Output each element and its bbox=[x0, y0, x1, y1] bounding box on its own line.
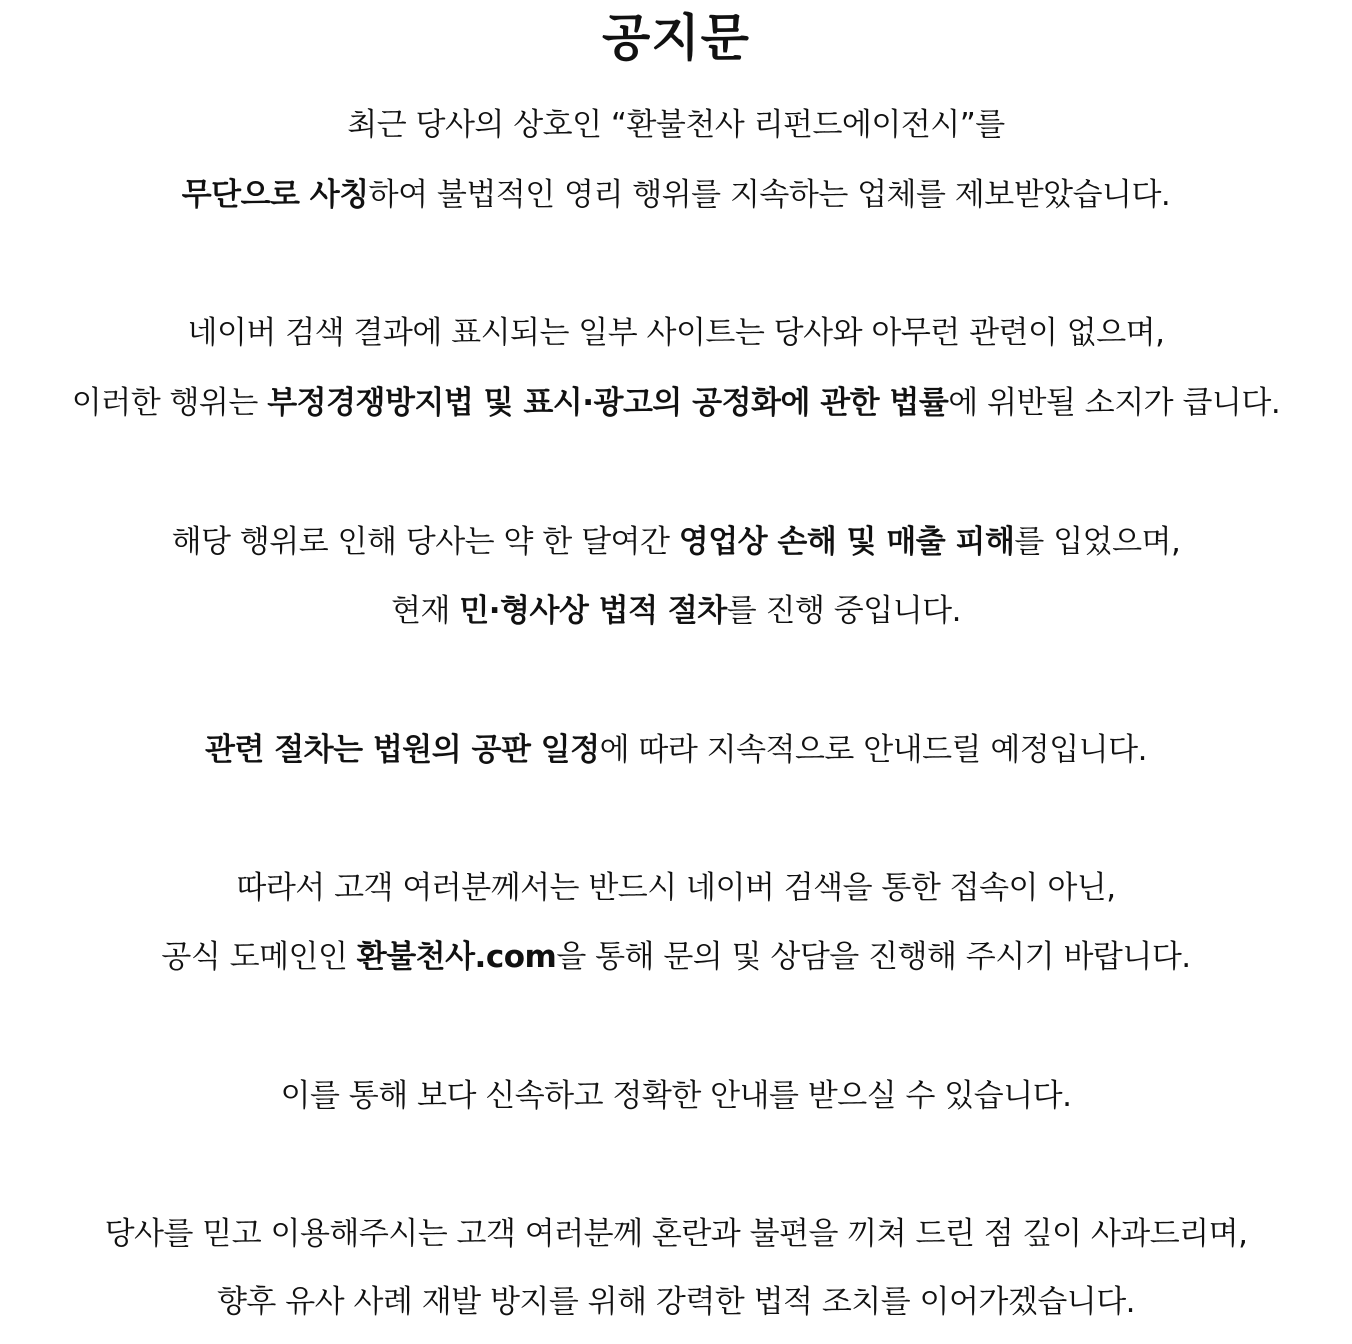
line-text: 에 위반될 소지가 큽니다. bbox=[948, 385, 1281, 421]
notice-line bbox=[0, 1212, 1352, 1256]
emphasis-text: 무단으로 사칭 bbox=[181, 177, 369, 213]
line-text: 공식 도메인인 bbox=[161, 939, 357, 975]
notice-line bbox=[0, 173, 1352, 217]
notice-line bbox=[0, 103, 1352, 147]
line-text: 이를 통해 보다 신속하고 정확한 안내를 받으실 수 있습니다. bbox=[280, 1078, 1072, 1114]
line-text: 에 따라 지속적으로 안내드릴 예정입니다. bbox=[599, 732, 1147, 768]
line-text: 를 진행 중입니다. bbox=[726, 593, 961, 629]
emphasis-text: 관련 절차는 법원의 공판 일정 bbox=[205, 732, 600, 768]
notice-line bbox=[0, 1074, 1352, 1118]
notice-line bbox=[0, 866, 1352, 910]
line-text: 하여 불법적인 영리 행위를 지속하는 업체를 제보받았습니다. bbox=[368, 177, 1171, 213]
notice-line bbox=[0, 381, 1352, 425]
line-text: 당사를 믿고 이용해주시는 고객 여러분께 혼란과 불편을 끼쳐 드린 점 깊이 사과드리며, bbox=[104, 1216, 1248, 1252]
line-text: 현재 bbox=[391, 593, 460, 629]
notice-line bbox=[0, 311, 1352, 355]
line-text: 최근 당사의 상호인 “환불천사 리펀드에이전시”를 bbox=[347, 107, 1005, 143]
emphasis-text: 민·형사상 법적 절차 bbox=[459, 593, 727, 629]
line-text: 이러한 행위는 bbox=[71, 385, 268, 421]
notice-line bbox=[0, 728, 1352, 772]
line-text: 해당 행위로 인해 당사는 약 한 달여간 bbox=[171, 524, 679, 560]
notice-line bbox=[0, 1280, 1352, 1324]
line-text: 따라서 고객 여러분께서는 반드시 네이버 검색을 통한 접속이 아닌, bbox=[236, 870, 1116, 906]
line-text: 을 통해 문의 및 상담을 진행해 주시기 바랍니다. bbox=[556, 939, 1191, 975]
official-domain-text: 환불천사.com bbox=[356, 939, 557, 975]
notice-line bbox=[0, 520, 1352, 564]
line-text: 를 입었으며, bbox=[1014, 524, 1181, 560]
line-text: 향후 유사 사례 재발 방지를 위해 강력한 법적 조치를 이어가겠습니다. bbox=[216, 1284, 1136, 1320]
emphasis-text: 영업상 손해 및 매출 피해 bbox=[678, 524, 1015, 560]
notice-line bbox=[0, 935, 1352, 979]
line-text: 네이버 검색 결과에 표시되는 일부 사이트는 당사와 아무런 관련이 없으며, bbox=[187, 315, 1165, 351]
notice-title: 공지문 bbox=[602, 9, 750, 67]
emphasis-text: 부정경쟁방지법 및 표시·광고의 공정화에 관한 법률 bbox=[267, 385, 949, 421]
notice-line bbox=[0, 589, 1352, 633]
